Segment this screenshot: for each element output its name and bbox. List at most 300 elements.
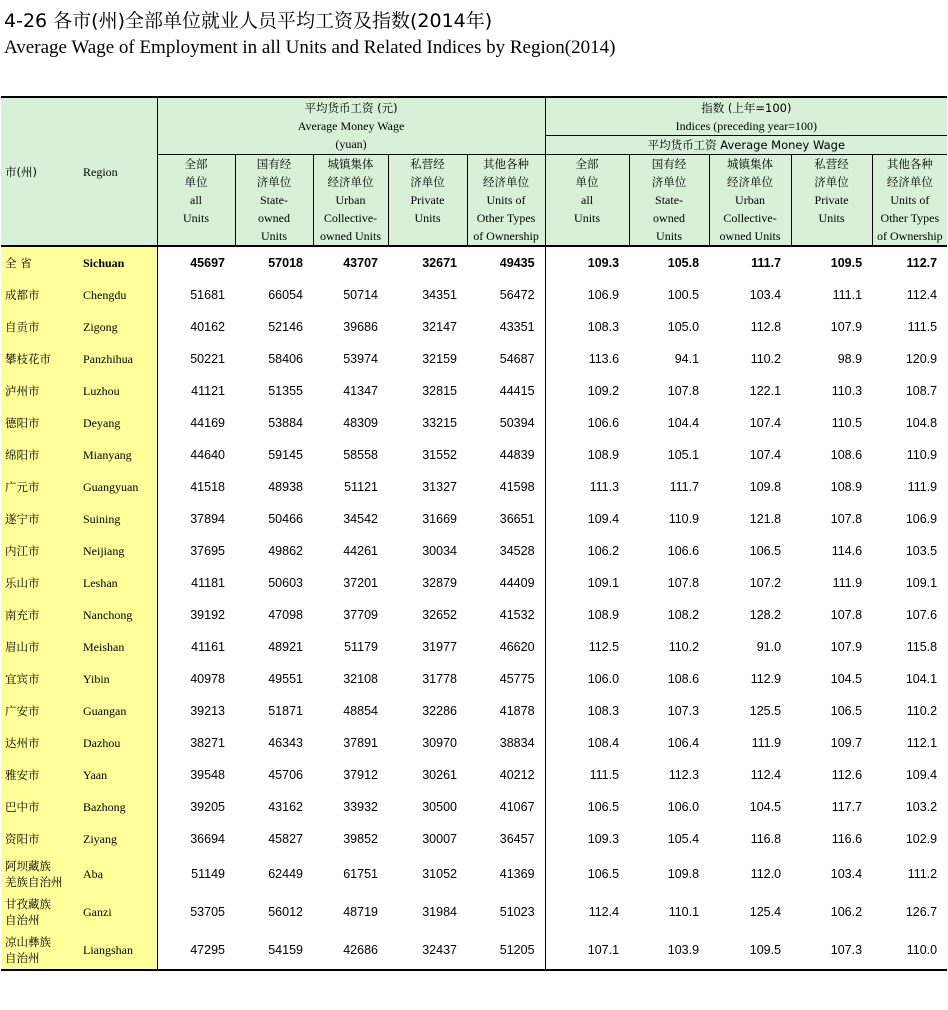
wage-value: 50603 (268, 576, 303, 590)
column-header-line: 济单位 (814, 175, 849, 189)
table-row (1, 375, 947, 407)
wage-value: 39205 (190, 800, 225, 814)
wage-value: 40162 (190, 320, 225, 334)
wage-value: 59145 (268, 448, 303, 462)
index-value: 108.6 (830, 448, 863, 462)
wage-value: 48719 (343, 905, 378, 919)
wage-value: 53884 (268, 416, 303, 430)
wage-value: 44409 (467, 567, 545, 599)
index-value: 94.1 (674, 352, 700, 366)
column-header-line: Units (260, 229, 287, 243)
region-name-cn: 广安市 (1, 695, 79, 727)
column-header-line: Units (414, 211, 441, 225)
index-value: 104.8 (905, 416, 938, 430)
index-value: 108.4 (587, 736, 620, 750)
wage-value: 32879 (422, 576, 457, 590)
index-value: 110.2 (750, 352, 782, 366)
column-header-index-2 (629, 155, 709, 247)
region-name-cn: 乐山市 (1, 567, 79, 599)
header-index-cn: 指数 (上年=100) (701, 101, 792, 115)
wage-value: 48921 (268, 640, 303, 654)
index-value: 107.4 (749, 416, 782, 430)
index-value: 107.8 (667, 576, 700, 590)
index-value: 110.2 (668, 640, 700, 654)
region-name-cn: 攀枝花市 (1, 343, 79, 375)
column-header-line: of Ownership (877, 229, 943, 243)
column-header-line: owned Units (719, 229, 781, 243)
index-value: 109.3 (545, 246, 629, 279)
index-value: 106.5 (830, 704, 863, 718)
column-header-line: 经济单位 (483, 175, 530, 189)
region-name-cn (1, 855, 79, 893)
region-name-en: Guangan (79, 695, 157, 727)
wage-value: 32286 (422, 704, 457, 718)
wage-value: 32437 (388, 931, 467, 970)
table-row (1, 407, 947, 439)
index-value: 111.9 (751, 736, 782, 750)
wage-value: 51355 (268, 384, 303, 398)
region-name-en: Ganzi (79, 893, 157, 931)
wage-value: 31977 (422, 640, 457, 654)
region-name-en: Sichuan (79, 246, 157, 279)
wage-value: 38834 (467, 727, 545, 759)
column-header-line: owned (258, 211, 290, 225)
column-header-index-4 (791, 155, 872, 247)
index-value: 122.1 (749, 384, 782, 398)
region-name-cn: 达州市 (1, 727, 79, 759)
index-value: 116.6 (831, 832, 863, 846)
index-value: 110.9 (668, 512, 700, 526)
index-value: 98.9 (837, 352, 863, 366)
wage-value: 40212 (467, 759, 545, 791)
wage-value: 46343 (268, 736, 303, 750)
index-value: 106.4 (667, 736, 700, 750)
column-header-line: 全部 (575, 157, 599, 171)
region-name-cn: 宜宾市 (1, 663, 79, 695)
index-value: 107.4 (749, 448, 782, 462)
wage-value: 41067 (467, 791, 545, 823)
index-value: 109.3 (587, 832, 620, 846)
wage-value: 41532 (467, 599, 545, 631)
region-name-en: Ziyang (79, 823, 157, 855)
header-wage-cn: 平均货币工资 (元) (304, 101, 398, 115)
header-region-en: Region (79, 97, 157, 246)
table-row (1, 893, 947, 931)
table-row (1, 246, 947, 279)
wage-value: 39686 (343, 320, 378, 334)
column-header-line: all (190, 193, 202, 207)
wage-value: 51179 (344, 640, 378, 654)
wage-value: 44640 (190, 448, 225, 462)
wage-value: 52146 (268, 320, 303, 334)
wage-value: 41181 (191, 576, 225, 590)
column-header-line: 单位 (184, 175, 208, 189)
region-name-cn: 资阳市 (1, 823, 79, 855)
column-header-index-5 (872, 155, 947, 247)
index-value: 112.3 (668, 768, 700, 782)
index-value: 107.3 (667, 704, 700, 718)
wage-value: 37912 (343, 768, 378, 782)
region-name-cn: 广元市 (1, 471, 79, 503)
index-value: 107.9 (830, 640, 863, 654)
index-value: 112.5 (588, 640, 620, 654)
index-value: 111.9 (832, 576, 863, 590)
wage-value: 32815 (422, 384, 457, 398)
index-value: 111.7 (669, 480, 700, 494)
index-value: 117.7 (831, 800, 863, 814)
wage-value: 32159 (422, 352, 457, 366)
column-header-line: Units (818, 211, 845, 225)
wage-value: 31552 (422, 448, 457, 462)
column-header-line: 经济单位 (886, 175, 933, 189)
index-value: 111.7 (709, 246, 791, 279)
region-name-en: Dazhou (79, 727, 157, 759)
column-header-line: Private (410, 193, 445, 207)
index-value: 112.4 (750, 768, 782, 782)
index-value: 110.5 (831, 416, 863, 430)
index-value: 104.4 (667, 416, 700, 430)
wage-value: 45827 (268, 832, 303, 846)
column-header-line: 济单位 (410, 175, 445, 189)
table-row (1, 695, 947, 727)
region-name-cn: 南充市 (1, 599, 79, 631)
wage-value: 42686 (313, 931, 388, 970)
wage-value: 43351 (467, 311, 545, 343)
region-name-cn: 内江市 (1, 535, 79, 567)
wage-value: 31327 (422, 480, 457, 494)
index-value: 112.1 (906, 736, 938, 750)
index-value: 113.6 (588, 352, 620, 366)
table-row (1, 471, 947, 503)
wage-value: 39192 (190, 608, 225, 622)
index-value: 108.3 (587, 320, 620, 334)
column-header-line: Other Types (476, 211, 536, 225)
index-value: 110.3 (831, 384, 863, 398)
column-header-wage-2 (235, 155, 313, 247)
index-value: 107.8 (667, 384, 700, 398)
column-header-line: of Ownership (473, 229, 539, 243)
region-name-cn: 眉山市 (1, 631, 79, 663)
region-name-cn: 巴中市 (1, 791, 79, 823)
wage-value: 49551 (268, 672, 303, 686)
index-value: 100.5 (667, 288, 700, 302)
index-value: 125.4 (749, 905, 782, 919)
wage-value: 41598 (467, 471, 545, 503)
region-name-cn-line2: 自治州 (5, 951, 40, 965)
wage-value: 44169 (190, 416, 225, 430)
index-value: 102.9 (905, 832, 938, 846)
wage-value: 39852 (343, 832, 378, 846)
wage-value: 32108 (343, 672, 378, 686)
index-value: 111.5 (589, 768, 620, 782)
header-index-en: Indices (preceding year=100) (546, 117, 948, 136)
wage-value: 30500 (422, 800, 457, 814)
region-name-cn-line1: 甘孜藏族 (5, 897, 51, 911)
index-value: 128.2 (749, 608, 782, 622)
table-row (1, 663, 947, 695)
index-value: 120.9 (905, 352, 938, 366)
wage-value: 37894 (190, 512, 225, 526)
wage-value: 48309 (343, 416, 378, 430)
column-header-line: 济单位 (256, 175, 292, 189)
table-row (1, 311, 947, 343)
index-value: 109.8 (749, 480, 782, 494)
wage-value: 45775 (467, 663, 545, 695)
index-value: 106.9 (587, 288, 620, 302)
index-value: 107.6 (905, 608, 938, 622)
region-name-en: Panzhihua (79, 343, 157, 375)
table-row (1, 279, 947, 311)
column-header-line: 私营经 (410, 157, 445, 171)
table-row (1, 855, 947, 893)
column-header-line: Collective- (323, 211, 378, 225)
column-header-line: Urban (335, 193, 366, 207)
header-index-sub: 平均货币工资 Average Money Wage (647, 138, 846, 152)
region-name-cn: 德阳市 (1, 407, 79, 439)
wage-value: 31984 (422, 905, 457, 919)
region-name-cn: 自贡市 (1, 311, 79, 343)
index-value: 105.4 (667, 832, 700, 846)
column-header-line: Units (656, 229, 683, 243)
region-name-en: Suining (79, 503, 157, 535)
wage-value: 36694 (190, 832, 225, 846)
column-header-line: State- (260, 193, 288, 207)
wage-value: 58558 (343, 448, 378, 462)
index-value: 112.4 (588, 905, 620, 919)
wage-value: 34528 (467, 535, 545, 567)
column-header-line: 经济单位 (327, 175, 374, 189)
wage-value: 31052 (422, 867, 457, 881)
wage-value: 47295 (157, 931, 235, 970)
wage-value: 32671 (388, 246, 467, 279)
wage-value: 30034 (422, 544, 457, 558)
wage-value: 48854 (343, 704, 378, 718)
column-header-line: Units of (890, 193, 930, 207)
table-row (1, 599, 947, 631)
column-header-index-1 (545, 155, 629, 247)
index-value: 112.8 (750, 320, 782, 334)
index-value: 112.4 (906, 288, 938, 302)
index-value: 103.9 (629, 931, 709, 970)
index-value: 107.8 (830, 608, 863, 622)
wage-value: 41161 (191, 640, 225, 654)
wage-value: 37201 (343, 576, 378, 590)
wage-value: 37891 (343, 736, 378, 750)
wage-value: 49435 (467, 246, 545, 279)
wage-value: 66054 (268, 288, 303, 302)
column-header-line: Units of (486, 193, 526, 207)
region-name-en: Yaan (79, 759, 157, 791)
table-row (1, 791, 947, 823)
index-value: 105.0 (667, 320, 700, 334)
index-value: 112.6 (831, 768, 863, 782)
column-header-line: 城镇集体 (327, 157, 374, 171)
wage-value: 36651 (467, 503, 545, 535)
wage-value: 31669 (422, 512, 457, 526)
wage-value: 50466 (268, 512, 303, 526)
wage-value: 32652 (422, 608, 457, 622)
wage-value: 57018 (235, 246, 313, 279)
column-header-wage-3 (313, 155, 388, 247)
index-value: 121.8 (749, 512, 782, 526)
column-header-wage-1 (157, 155, 235, 247)
wage-value: 45706 (268, 768, 303, 782)
wage-value: 53974 (343, 352, 378, 366)
table-row (1, 727, 947, 759)
wage-value: 41347 (343, 384, 378, 398)
column-header-line: 私营经 (814, 157, 849, 171)
wage-value: 41878 (467, 695, 545, 727)
column-header-line: 国有经 (256, 157, 292, 171)
index-value: 109.5 (791, 246, 872, 279)
wage-value: 50394 (467, 407, 545, 439)
index-value: 109.1 (587, 576, 620, 590)
index-value: 112.9 (750, 672, 782, 686)
index-value: 108.6 (667, 672, 700, 686)
index-value: 107.1 (545, 931, 629, 970)
column-header-line: Other Types (880, 211, 940, 225)
index-value: 108.9 (830, 480, 863, 494)
region-name-cn: 全 省 (1, 246, 79, 279)
region-name-cn: 遂宁市 (1, 503, 79, 535)
index-value: 106.9 (905, 512, 938, 526)
index-value: 109.4 (905, 768, 938, 782)
index-value: 108.2 (667, 608, 700, 622)
table-row (1, 503, 947, 535)
index-value: 108.9 (587, 448, 620, 462)
region-name-en: Aba (79, 855, 157, 893)
column-header-line: owned (653, 211, 686, 225)
index-value: 103.2 (905, 800, 938, 814)
column-header-line: owned Units (320, 229, 381, 243)
index-value: 106.5 (587, 800, 620, 814)
column-header-line: Units (574, 211, 601, 225)
column-header-index-3 (709, 155, 791, 247)
wage-value: 49862 (268, 544, 303, 558)
wage-value: 30970 (422, 736, 457, 750)
column-header-line: all (581, 193, 594, 207)
wage-value: 62449 (268, 867, 303, 881)
region-name-cn (1, 931, 79, 970)
index-value: 108.9 (587, 608, 620, 622)
wage-value: 41121 (191, 384, 225, 398)
wage-value: 56012 (268, 905, 303, 919)
index-value: 106.2 (830, 905, 863, 919)
header-wage-unit: (yuan) (335, 137, 367, 151)
wage-value: 50714 (343, 288, 378, 302)
wage-value: 53705 (190, 905, 225, 919)
header-wage-en: Average Money Wage (297, 119, 405, 133)
region-name-en: Deyang (79, 407, 157, 439)
region-name-cn-line1: 凉山彝族 (5, 935, 51, 949)
column-header-line: Collective- (723, 211, 777, 225)
wage-value: 61751 (343, 867, 378, 881)
table-row (1, 439, 947, 471)
index-value: 107.3 (791, 931, 872, 970)
index-value: 109.5 (709, 931, 791, 970)
index-value: 110.9 (906, 448, 938, 462)
table-row (1, 567, 947, 599)
wage-value: 31778 (422, 672, 457, 686)
wage-value: 34542 (343, 512, 378, 526)
column-header-line: 其他各种 (483, 157, 530, 171)
wage-table (1, 96, 947, 971)
table-row (1, 759, 947, 791)
wage-value: 51871 (268, 704, 303, 718)
wage-value: 44839 (467, 439, 545, 471)
wage-value: 37709 (343, 608, 378, 622)
wage-value: 30261 (422, 768, 457, 782)
index-value: 109.7 (830, 736, 863, 750)
column-header-line: 全部 (184, 157, 208, 171)
index-value: 108.7 (905, 384, 938, 398)
index-value: 111.9 (907, 480, 938, 494)
wage-value: 38271 (190, 736, 225, 750)
wage-value: 51121 (344, 480, 378, 494)
region-name-cn-line2: 羌族自治州 (5, 875, 63, 889)
index-value: 111.5 (907, 320, 938, 334)
region-name-cn: 泸州市 (1, 375, 79, 407)
wage-value: 39548 (190, 768, 225, 782)
wage-value: 58406 (268, 352, 303, 366)
table-row (1, 535, 947, 567)
index-value: 114.6 (831, 544, 863, 558)
column-header-line: 经济单位 (727, 175, 774, 189)
region-name-en: Leshan (79, 567, 157, 599)
wage-value: 51681 (190, 288, 225, 302)
region-name-en: Nanchong (79, 599, 157, 631)
index-value: 91.0 (756, 640, 782, 654)
wage-value: 50221 (190, 352, 225, 366)
index-value: 103.4 (749, 288, 782, 302)
wage-value: 51149 (191, 867, 225, 881)
region-name-en: Bazhong (79, 791, 157, 823)
table-row (1, 931, 947, 970)
wage-value: 56472 (467, 279, 545, 311)
wage-value: 33215 (422, 416, 457, 430)
column-header-line: 其他各种 (886, 157, 933, 171)
column-header-line: 国有经 (651, 157, 687, 171)
region-name-cn: 成都市 (1, 279, 79, 311)
wage-value: 36457 (467, 823, 545, 855)
wage-value: 40978 (190, 672, 225, 686)
region-name-en: Liangshan (79, 931, 157, 970)
table-title-chinese: 4-26 各市(州)全部单位就业人员平均工资及指数(2014年) (4, 10, 493, 32)
column-header-line: State- (655, 193, 684, 207)
wage-value: 45697 (157, 246, 235, 279)
index-value: 112.7 (872, 246, 947, 279)
header-index-group (545, 97, 947, 155)
index-value: 106.2 (587, 544, 620, 558)
region-name-cn: 绵阳市 (1, 439, 79, 471)
wage-value: 48938 (268, 480, 303, 494)
index-value: 107.9 (830, 320, 863, 334)
wage-value: 33932 (343, 800, 378, 814)
column-header-wage-5 (467, 155, 545, 247)
region-name-cn (1, 893, 79, 931)
index-value: 108.3 (587, 704, 620, 718)
index-value: 104.1 (905, 672, 938, 686)
column-header-line: Units (182, 211, 209, 225)
index-value: 105.8 (629, 246, 709, 279)
wage-value: 51023 (467, 893, 545, 931)
index-value: 106.6 (587, 416, 620, 430)
index-value: 106.6 (667, 544, 700, 558)
wage-value: 43707 (313, 246, 388, 279)
region-name-en: Mianyang (79, 439, 157, 471)
header-region-cn: 市(州) (1, 97, 79, 246)
index-value: 106.0 (587, 672, 620, 686)
